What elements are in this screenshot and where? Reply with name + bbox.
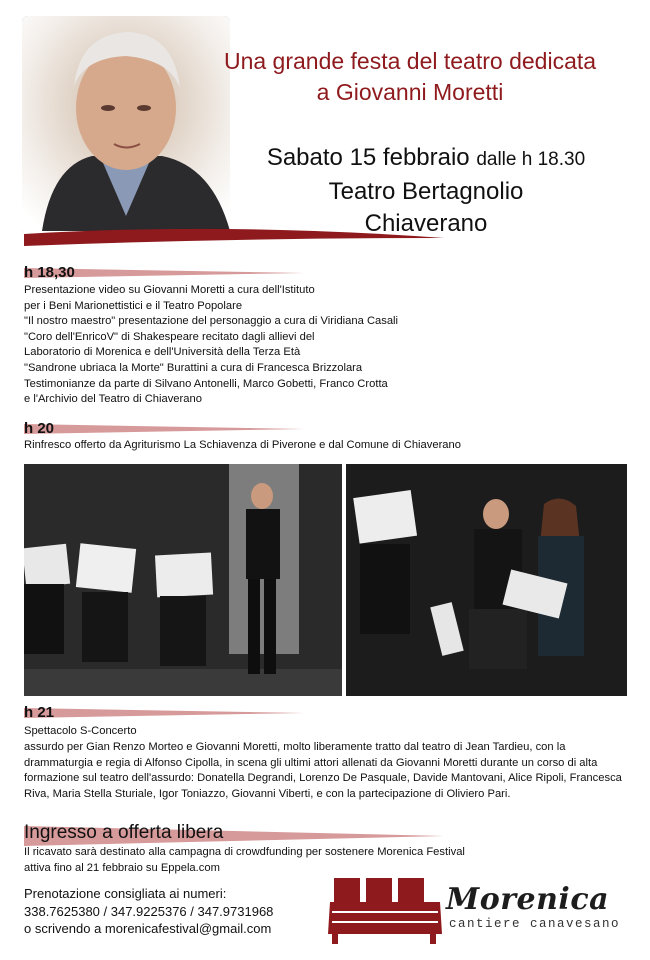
header-divider: [24, 220, 444, 250]
section-label-21: h 21: [24, 704, 55, 721]
date-main: Sabato 15 febbraio: [266, 144, 470, 171]
booking-email: o scrivendo a morenicafestival@gmail.com: [24, 921, 272, 936]
entry-title: Ingresso a offerta libera: [24, 822, 224, 843]
stage-photos: [24, 464, 627, 696]
program-line: Testimonianze da parte di Silvano Antonelli, Marco Gobetti, Franco Crotta: [24, 377, 388, 390]
program-line: "Coro dell'EnricoV" di Shakespeare recitato dagli allievi del: [24, 330, 315, 343]
venue-town: Chiaverano: [364, 210, 488, 237]
program-line: e l'Archivio del Teatro di Chiaverano: [24, 393, 202, 406]
show-title: Spettacolo S-Concerto: [24, 725, 137, 737]
logo-subtitle: cantiere canavesano: [449, 917, 621, 931]
program-line: per i Beni Marionettistici e il Teatro Popolare: [24, 299, 243, 312]
section-label-20: h 20: [24, 420, 55, 437]
program-line: Rinfresco offerto da Agriturismo La Schiavenza di Piverone e dal Comune di Chiaverano: [24, 439, 461, 451]
booking-line-1: Prenotazione consigliata ai numeri:: [24, 886, 227, 901]
program-line: Presentazione video su Giovanni Moretti a cura dell'Istituto: [24, 284, 315, 296]
section-label-1830: h 18,30: [24, 264, 75, 281]
logo-name: Morenica: [446, 882, 610, 917]
section-text-1830: [24, 283, 398, 408]
section-text-21: [24, 724, 628, 803]
section-text-20: [24, 438, 461, 454]
venue-name: Teatro Bertagnolio: [328, 178, 524, 205]
title-line-2: a Giovanni Moretti: [316, 79, 504, 105]
section-bar-21: [24, 708, 304, 718]
program-line: "Il nostro maestro" presentazione del personaggio a cura di Viridiana Casali: [24, 315, 399, 328]
entry-line-1: Il ricavato sarà destinato alla campagna di crowdfunding per sostenere Morenica Festival: [24, 846, 465, 858]
date-time: dalle h 18.30: [476, 149, 586, 170]
booking-info: [24, 885, 273, 938]
title-line-1: Una grande festa del teatro dedicata: [223, 48, 597, 74]
program-line: "Sandrone ubriaca la Morte" Burattini a cura di Francesca Brizzolara: [24, 361, 363, 374]
section-bar-20: [24, 424, 304, 434]
entry-line-2: attiva fino al 21 febbraio su Eppela.com: [24, 861, 220, 874]
event-title: [180, 46, 640, 108]
booking-phones: 338.7625380 / 347.9225376 / 347.9731968: [24, 903, 274, 919]
show-description: assurdo per Gian Renzo Morteo e Giovanni Moretti, molto liberamente tratto dal teatro di Jean Tardieu, con la drammaturgia e regia di Alfonso Cipolla, in scena gli ultimi attori allenati da Giovanni Moretti durante un corso di alta formazione sul teatro dell'assurdo: Donatella Degrandi, Lorenzo De Pasquale, Davide Mantovani, Alice Ripoli, Francesca Riva, Maria Stella Sturiale, Igor Toniazzo, Giovanni Viberti, e con la partecipazione di Oliviero Pari.: [24, 740, 622, 801]
event-date: [216, 142, 636, 176]
program-line: Laboratorio di Morenica e dell'Università della Terza Età: [24, 346, 301, 359]
